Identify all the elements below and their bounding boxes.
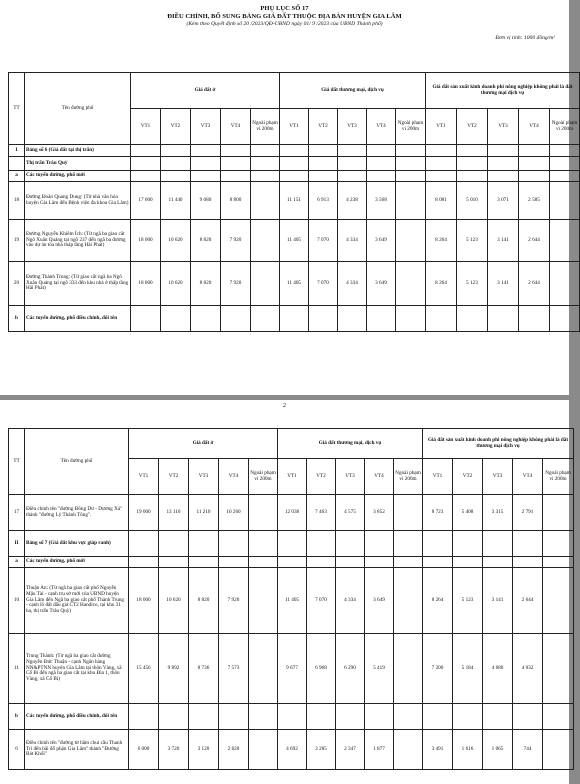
col-outside: Ngoài phạm vi 200m — [396, 109, 426, 145]
price-cell: 17 600 — [131, 182, 161, 220]
price-cell — [550, 182, 580, 220]
price-cell: 4 575 — [336, 495, 365, 531]
price-cell: 11 405 — [280, 220, 309, 262]
price-cell: 2 791 — [513, 495, 543, 531]
price-cell: 7 463 — [307, 495, 336, 531]
row-tt: 18 — [9, 182, 25, 220]
street-name: Thuận An: (Từ ngã ba giao cắt phố Nguyễn Mậu Tài - cạnh trụ sở mới của UBND huyện Gia Lâm đến Ngã ba giao cắt phố Thành Trung - cạnh lô đất đấu giá CT2 Handico, tại khu 31 ha, thị trấn Trâu Quỳ) — [25, 568, 129, 634]
price-cell: 2 347 — [336, 730, 365, 770]
table-row — [9, 182, 580, 220]
col-vt1: VT1 — [426, 109, 457, 145]
price-cell: 7 920 — [219, 568, 249, 634]
price-cell: 6 290 — [336, 634, 365, 704]
price-cell — [249, 730, 278, 770]
table-row — [9, 220, 580, 262]
price-cell — [396, 220, 426, 262]
col-vt1: VT1 — [280, 109, 309, 145]
town-row — [9, 157, 580, 171]
subsection-tt: a — [9, 557, 25, 568]
row-tt: 11 — [9, 634, 25, 704]
col-group-residential: Giá đất ở — [129, 429, 278, 459]
col-outside: Ngoài phạm vi 200m — [543, 459, 574, 495]
price-cell: 2 644 — [513, 568, 543, 634]
price-cell: 9 892 — [159, 634, 189, 704]
section-row — [9, 145, 580, 157]
price-cell: 3 852 — [365, 495, 394, 531]
price-cell: 8 264 — [423, 568, 453, 634]
price-cell: 4 680 — [483, 634, 513, 704]
subsection-tt: b — [9, 306, 25, 332]
section-tt: II — [9, 531, 25, 557]
price-cell: 8 820 — [189, 568, 219, 634]
col-vt2: VT2 — [307, 459, 336, 495]
col-vt3: VT3 — [483, 459, 513, 495]
price-cell — [396, 262, 426, 306]
price-cell: 3 315 — [483, 495, 513, 531]
price-cell — [396, 182, 426, 220]
price-cell: 6 000 — [129, 730, 159, 770]
col-tt: TT — [9, 429, 25, 495]
price-cell: 3 568 — [367, 182, 396, 220]
row-tt: 6 — [9, 730, 25, 770]
price-cell: 18 000 — [131, 262, 161, 306]
col-vt4: VT4 — [519, 109, 550, 145]
subsection-label: Các tuyến đường, phố điều chỉnh, đổi tên — [25, 306, 131, 332]
subsection-row — [9, 557, 574, 568]
price-cell: 10 620 — [161, 220, 191, 262]
price-cell: 8 723 — [423, 495, 453, 531]
price-cell: 5 408 — [453, 495, 483, 531]
street-name: Điều chỉnh tên "đường Đông Dư - Dương Xá" thành "đường Lý Thánh Tông". — [25, 495, 129, 531]
price-cell — [543, 495, 574, 531]
price-cell: 8 081 — [426, 182, 457, 220]
col-vt3: VT3 — [191, 109, 221, 145]
price-cell: 4 238 — [338, 182, 367, 220]
col-outside: Ngoài phạm vi 200m — [251, 109, 280, 145]
price-cell: 10 620 — [161, 262, 191, 306]
col-vt4: VT4 — [221, 109, 251, 145]
street-name: Đường Đoàn Quang Dung: (Từ nhà văn hóa huyện Gia Lâm đến Bệnh viện đa khoa Gia Lâm) — [25, 182, 131, 220]
price-cell: 13 110 — [159, 495, 189, 531]
price-cell: 7 070 — [309, 220, 338, 262]
price-cell — [543, 634, 574, 704]
col-vt2: VT2 — [453, 459, 483, 495]
document-subtitle: (Kèm theo Quyết định số 20 /2023/QĐ-UBND ngày 01/ 9 /2023 của UBND Thành phố) — [186, 21, 383, 27]
price-cell: 11 405 — [280, 262, 309, 306]
section-label: Bảng số 6 (Giá đất tại thị trấn) — [25, 145, 131, 157]
col-outside: Ngoài phạm vi 200m — [249, 459, 278, 495]
price-cell: 2 644 — [519, 220, 550, 262]
price-cell: 11 440 — [161, 182, 191, 220]
price-cell: 1 065 — [483, 730, 513, 770]
price-cell: 744 — [513, 730, 543, 770]
col-outside: Ngoài phạm vi 200m — [550, 109, 580, 145]
col-vt2: VT2 — [161, 109, 191, 145]
unit-note: Đơn vị tính: 1000 đồng/m² — [495, 35, 555, 41]
price-cell: 3 285 — [307, 730, 336, 770]
price-cell — [543, 568, 574, 634]
price-cell — [550, 220, 580, 262]
price-cell: 3 071 — [488, 182, 519, 220]
col-vt1: VT1 — [423, 459, 453, 495]
col-vt3: VT3 — [189, 459, 219, 495]
price-cell: 9 680 — [191, 182, 221, 220]
row-tt: 20 — [9, 262, 25, 306]
subsection-label: Các tuyến đường, phố điều chỉnh, đổi tên — [25, 704, 129, 730]
price-cell — [543, 730, 574, 770]
price-cell — [249, 495, 278, 531]
price-cell: 6 968 — [307, 634, 336, 704]
col-vt1: VT1 — [129, 459, 159, 495]
col-vt2: VT2 — [309, 109, 338, 145]
col-tt: TT — [9, 73, 25, 145]
price-cell: 8 264 — [426, 220, 457, 262]
price-table-page-2 — [8, 428, 574, 770]
price-cell: 8 800 — [221, 182, 251, 220]
col-vt4: VT4 — [365, 459, 394, 495]
col-group-nonagri: Giá đất sản xuất kinh doanh phi nông nghiệp không phải là đất thương mại dịch vụ — [423, 429, 574, 459]
price-cell: 5 184 — [453, 634, 483, 704]
price-cell: 5 123 — [453, 568, 483, 634]
section-tt: I — [9, 145, 25, 157]
col-vt3: VT3 — [488, 109, 519, 145]
price-cell: 5 419 — [365, 634, 394, 704]
price-cell: 3 649 — [367, 220, 396, 262]
price-cell — [249, 634, 278, 704]
table-row — [9, 262, 580, 306]
col-vt2: VT2 — [159, 459, 189, 495]
price-cell: 2 820 — [219, 730, 249, 770]
price-cell: 4 334 — [336, 568, 365, 634]
price-cell: 18 000 — [131, 220, 161, 262]
col-vt1: VT1 — [278, 459, 307, 495]
price-cell: 7 070 — [307, 568, 336, 634]
price-cell: 11 405 — [278, 568, 307, 634]
price-cell: 4 334 — [338, 262, 367, 306]
price-cell: 3 491 — [423, 730, 453, 770]
page-number: 2 — [283, 403, 286, 409]
col-group-nonagri: Giá đất sản xuất kinh doanh phi nông nghiệp không phải là đất thương mại dịch vụ — [426, 73, 580, 109]
col-vt4: VT4 — [513, 459, 543, 495]
price-cell: 2 585 — [519, 182, 550, 220]
price-cell: 2 644 — [519, 262, 550, 306]
document-title: ĐIỀU CHỈNH, BỔ SUNG BẢNG GIÁ ĐẤT THUỘC ĐỊA BÀN HUYỆN GIA LÂM — [167, 13, 402, 20]
price-cell: 18 000 — [129, 568, 159, 634]
price-cell: 7 200 — [423, 634, 453, 704]
col-vt3: VT3 — [338, 109, 367, 145]
price-cell: 8 820 — [191, 262, 221, 306]
subsection-tt: b — [9, 704, 25, 730]
price-cell: 6 913 — [309, 182, 338, 220]
row-tt: 17 — [9, 495, 25, 531]
street-name: Điều chỉnh tên "đường từ hầm chui cầu Thanh Trì đến bãi đổ phận Gia Lâm" thành "Đường Bát Khối" — [25, 730, 129, 770]
col-street: Tên đường phố — [25, 429, 129, 495]
subsection-row — [9, 171, 580, 182]
price-cell: 1 616 — [453, 730, 483, 770]
price-cell: 9 677 — [278, 634, 307, 704]
street-name: Trung Thành: (Từ ngã ba giao cắt đường Nguyễn Đức Thuận - cạnh Ngân hàng NN&PTNN huyện Gia Lâm tại thôn Vàng, xã Cổ Bi đến ngã ba giao cắt tại khu Đìa 1, thôn Vàng, xã Cổ Bi) — [25, 634, 129, 704]
col-outside: Ngoài phạm vi 200m — [394, 459, 423, 495]
price-cell: 8 820 — [191, 220, 221, 262]
col-group-commercial: Giá đất thương mại, dịch vụ — [278, 429, 423, 459]
price-cell: 7 573 — [219, 634, 249, 704]
street-name: Đường Thành Trung: (Từ giao cắt ngã ba Ngô Xuân Quảng tại ngõ 333 đến khu nhà ở thấp tầng Hải Phát) — [25, 262, 131, 306]
col-vt3: VT3 — [336, 459, 365, 495]
price-cell: 15 456 — [129, 634, 159, 704]
price-cell: 3 141 — [488, 262, 519, 306]
col-vt1: VT1 — [131, 109, 161, 145]
price-cell: 3 720 — [159, 730, 189, 770]
col-vt4: VT4 — [367, 109, 396, 145]
appendix-title: PHỤ LỤC SỐ 17 — [260, 5, 309, 12]
col-street: Tên đường phố — [25, 73, 131, 145]
subsection-row — [9, 704, 574, 730]
price-cell: 3 649 — [367, 262, 396, 306]
price-cell: 3 141 — [488, 220, 519, 262]
price-cell: 7 070 — [309, 262, 338, 306]
subsection-label: Các tuyến đường, phố mới — [25, 557, 129, 568]
price-cell: 5 123 — [457, 220, 488, 262]
price-cell — [251, 262, 280, 306]
price-cell — [394, 730, 423, 770]
table-row — [9, 495, 574, 531]
price-cell: 3 141 — [483, 568, 513, 634]
price-cell: 4 692 — [278, 730, 307, 770]
subsection-label: Các tuyến đường, phố mới — [25, 171, 131, 182]
price-cell — [249, 568, 278, 634]
price-cell: 4 334 — [338, 220, 367, 262]
subsection-row — [9, 306, 580, 332]
row-tt: 10 — [9, 568, 25, 634]
section-label: Bảng số 7 (Giá đất khu vực giáp ranh) — [25, 531, 129, 557]
price-cell: 3 649 — [365, 568, 394, 634]
price-cell — [550, 262, 580, 306]
price-cell: 1 877 — [365, 730, 394, 770]
price-cell: 11 151 — [280, 182, 309, 220]
subsection-tt: a — [9, 171, 25, 182]
price-table-page-1 — [8, 72, 580, 332]
price-cell — [251, 182, 280, 220]
document-page-2 — [0, 400, 569, 784]
price-cell: 4 032 — [513, 634, 543, 704]
col-group-commercial: Giá đất thương mại, dịch vụ — [280, 73, 426, 109]
col-vt2: VT2 — [457, 109, 488, 145]
price-cell: 11 210 — [189, 495, 219, 531]
price-cell: 10 260 — [219, 495, 249, 531]
price-cell: 8 264 — [426, 262, 457, 306]
price-cell: 12 038 — [278, 495, 307, 531]
price-cell: 7 920 — [221, 262, 251, 306]
street-name: Đường Nguyễn Khiêm Ích: (Từ ngã ba giao cắt Ngô Xuân Quảng tại ngõ 237 đến ngã ba đường vào dự án tòa nhà tháp tầng Hải Phát) — [25, 220, 131, 262]
col-vt4: VT4 — [219, 459, 249, 495]
table-row — [9, 568, 574, 634]
price-cell — [251, 220, 280, 262]
price-cell: 3 120 — [189, 730, 219, 770]
price-cell: 10 620 — [159, 568, 189, 634]
col-group-residential: Giá đất ở — [131, 73, 280, 109]
price-cell — [394, 634, 423, 704]
price-cell: 19 000 — [129, 495, 159, 531]
table-row — [9, 730, 574, 770]
price-cell: 5 123 — [457, 262, 488, 306]
table-row — [9, 634, 574, 704]
price-cell — [394, 568, 423, 634]
town-label: Thị trấn Trâu Quỳ — [25, 157, 131, 171]
price-cell: 5 010 — [457, 182, 488, 220]
price-cell: 8 736 — [189, 634, 219, 704]
row-tt: 19 — [9, 220, 25, 262]
price-cell: 7 920 — [221, 220, 251, 262]
price-cell — [394, 495, 423, 531]
section-row — [9, 531, 574, 557]
